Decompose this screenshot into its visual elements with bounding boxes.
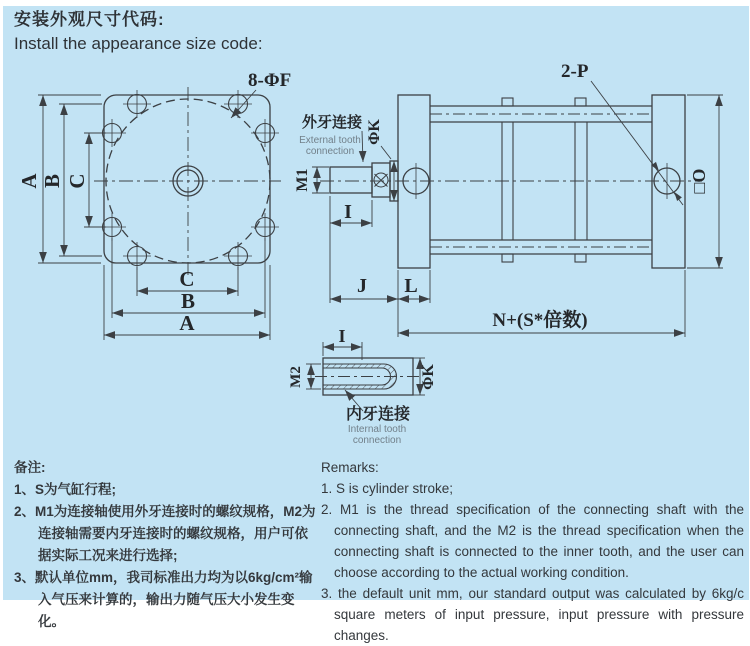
internal-thread-detail-drawing [306, 342, 425, 411]
notes-en-item-3: 3. the default unit mm, our standard output was calculated by 6kg/c square meters of input pressure, input pressure with pressure changes. [321, 586, 744, 643]
notes-en-heading: Remarks: [321, 460, 379, 475]
front-view-drawing [38, 87, 281, 340]
notes-chinese [14, 457, 316, 633]
internal-tooth-label-en2: connection [352, 435, 402, 446]
dim-label-phik-side: ΦK [366, 119, 383, 145]
dim-label-b-bottom: B [180, 289, 196, 313]
dim-label-m2: M2 [288, 366, 304, 388]
hole-callout-8-phi-f: 8-ΦF [248, 70, 292, 91]
dim-label-n-stroke: N+(S*倍数) [492, 310, 588, 331]
external-tooth-label-en1: External tooth [299, 135, 361, 146]
page-title-zh: 安装外观尺寸代码: [14, 10, 165, 29]
notes-english [321, 457, 744, 646]
external-tooth-label-en2: connection [305, 146, 355, 157]
dim-label-i-side: I [344, 201, 352, 223]
port-callout-2-p: 2-P [561, 61, 589, 82]
front-view-dimensions [38, 90, 270, 340]
dim-label-i-detail: I [338, 326, 346, 346]
external-tooth-label-zh: 外牙连接 [302, 113, 363, 131]
notes-zh-item-3: 3、默认单位mm，我司标准出力均为以6kg/cm²输入气压来计算的，输出力随气压大小发生变化。 [14, 570, 313, 629]
dim-label-c-bottom: C [179, 267, 195, 291]
notes-zh-item-1: 1、S为气缸行程; [14, 482, 117, 497]
dim-label-c-left: C [65, 173, 89, 189]
notes-en-item-2: 2. M1 is the thread specification of the connecting shaft with the connecting shaft, and the M2 is the thread specification when the connecting shaft is connected to the inner tooth, and the user can choose according to the actual working condition. [321, 502, 744, 580]
notes-en-item-1: 1. S is cylinder stroke; [321, 481, 454, 496]
dim-label-a-bottom: A [179, 311, 195, 335]
dim-label-l: L [404, 275, 418, 297]
dim-label-m1: M1 [294, 168, 311, 192]
internal-tooth-label-zh: 内牙连接 [346, 404, 411, 423]
internal-tooth-label-en1: Internal tooth [347, 424, 407, 435]
notes-zh-heading: 备注: [14, 460, 46, 475]
dim-label-b-left: B [40, 173, 64, 189]
dim-label-j: J [357, 275, 367, 297]
mounting-holes [98, 90, 279, 270]
notes-zh-item-2: 2、M1为连接轴使用外牙连接时的螺纹规格，M2为连接轴需要内牙连接时的螺纹规格，用户可依据实际工况来进行选择; [14, 504, 316, 563]
dim-label-phik-detail: ΦK [420, 364, 437, 390]
dim-label-a-left: A [17, 173, 41, 189]
dim-label-square-o: □O [689, 168, 709, 194]
page-title-en: Install the appearance size code: [14, 34, 263, 53]
